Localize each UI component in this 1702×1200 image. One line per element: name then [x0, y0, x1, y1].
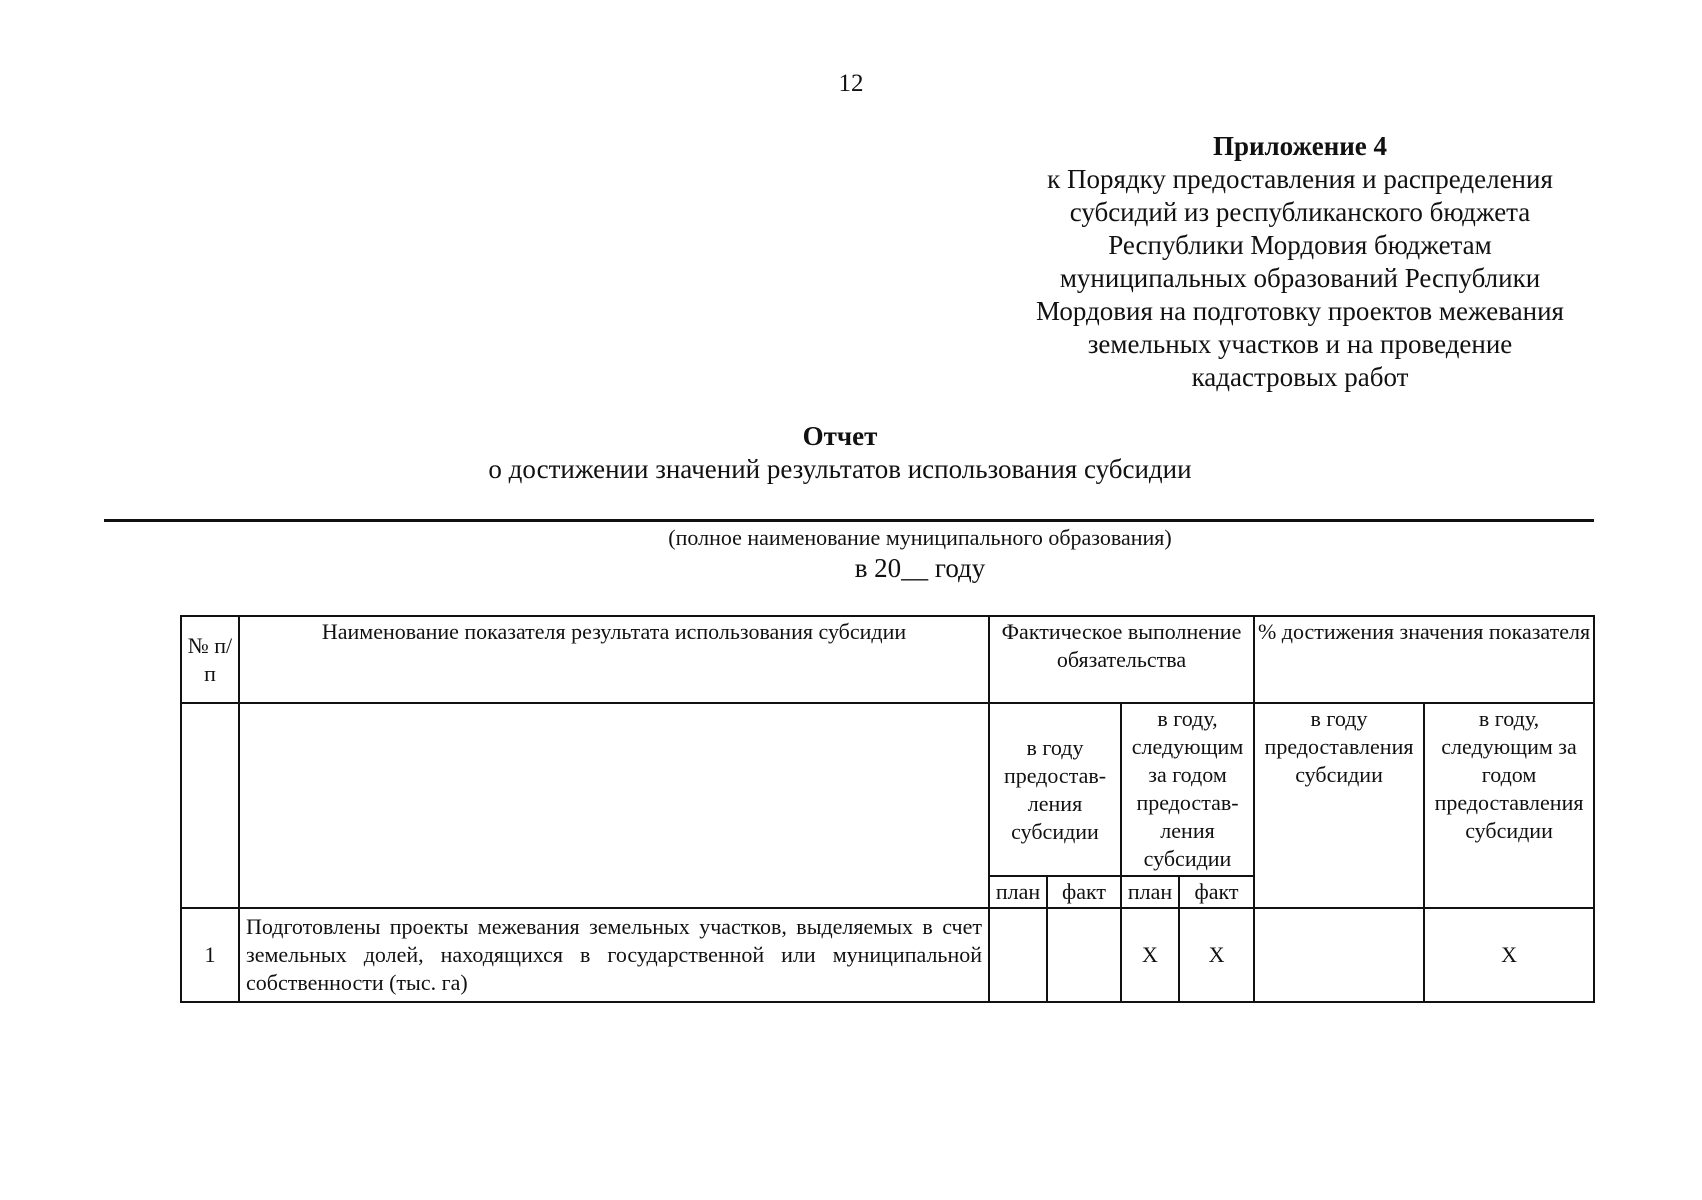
row-num: 1: [181, 908, 239, 1002]
header-fact-year-next: в году, следующим за годом предостав-ления субсидии: [1121, 703, 1254, 876]
row-percent-year-of: [1254, 908, 1424, 1002]
report-heading: [400, 420, 1280, 486]
appendix-line: кадастровых работ: [1191, 362, 1409, 392]
header-fact-group: Фактическое выполнение обязательства: [989, 616, 1254, 703]
appendix-block: [1000, 130, 1600, 394]
table-header-row: [181, 616, 1594, 703]
municipality-name-hint: (полное наименование муниципального образования): [668, 525, 1172, 550]
report-subtitle: о достижении значений результатов использования субсидии: [488, 454, 1192, 484]
header-indicator: Наименование показателя результата использования субсидии: [239, 616, 989, 703]
header-percent-year-of: в году предоставления субсидии: [1254, 703, 1424, 908]
municipality-name-line: [104, 519, 1594, 522]
row-percent-year-next: Х: [1424, 908, 1594, 1002]
header-indicator-blank: [239, 703, 989, 908]
appendix-line: к Порядку предоставления и распределения: [1047, 164, 1553, 194]
appendix-line: субсидий из республиканского бюджета: [1069, 197, 1531, 227]
report-title: Отчет: [802, 421, 878, 451]
row-fact-year-next: Х: [1179, 908, 1254, 1002]
header-num: № п/п: [181, 616, 239, 703]
header-fact: факт: [1179, 876, 1254, 908]
report-table: [180, 615, 1595, 1003]
row-fact-year-of: [1047, 908, 1121, 1002]
appendix-line: Республики Мордовия бюджетам: [1108, 230, 1492, 260]
page-number: [0, 70, 1702, 98]
table-subheader-row: [181, 703, 1594, 876]
header-plan: план: [989, 876, 1047, 908]
row-plan-year-next: Х: [1121, 908, 1179, 1002]
header-num-blank: [181, 703, 239, 908]
header-plan: план: [1121, 876, 1179, 908]
appendix-line: земельных участков и на проведение: [1087, 329, 1513, 359]
header-percent-year-next: в году, следующим за годом предоставления субсидии: [1424, 703, 1594, 908]
appendix-title: Приложение 4: [1212, 131, 1388, 161]
row-plan-year-of: [989, 908, 1047, 1002]
appendix-line: Мордовия на подготовку проектов межевания: [1036, 296, 1564, 326]
header-fact-year-of: в году предостав-ления субсидии: [989, 703, 1121, 876]
page-number-text: 12: [838, 70, 864, 97]
appendix-line: муниципальных образований Республики: [1059, 263, 1541, 293]
header-percent-group: % достижения значения показателя: [1254, 616, 1594, 703]
table-row: [181, 908, 1594, 1002]
header-fact: факт: [1047, 876, 1121, 908]
row-indicator: Подготовлены проекты межевания земельных участков, выделяемых в счет земельных долей, находящихся в государственной или муниципальной собственности (тыс. га): [239, 908, 989, 1002]
report-year: в 20__ году: [854, 553, 986, 583]
